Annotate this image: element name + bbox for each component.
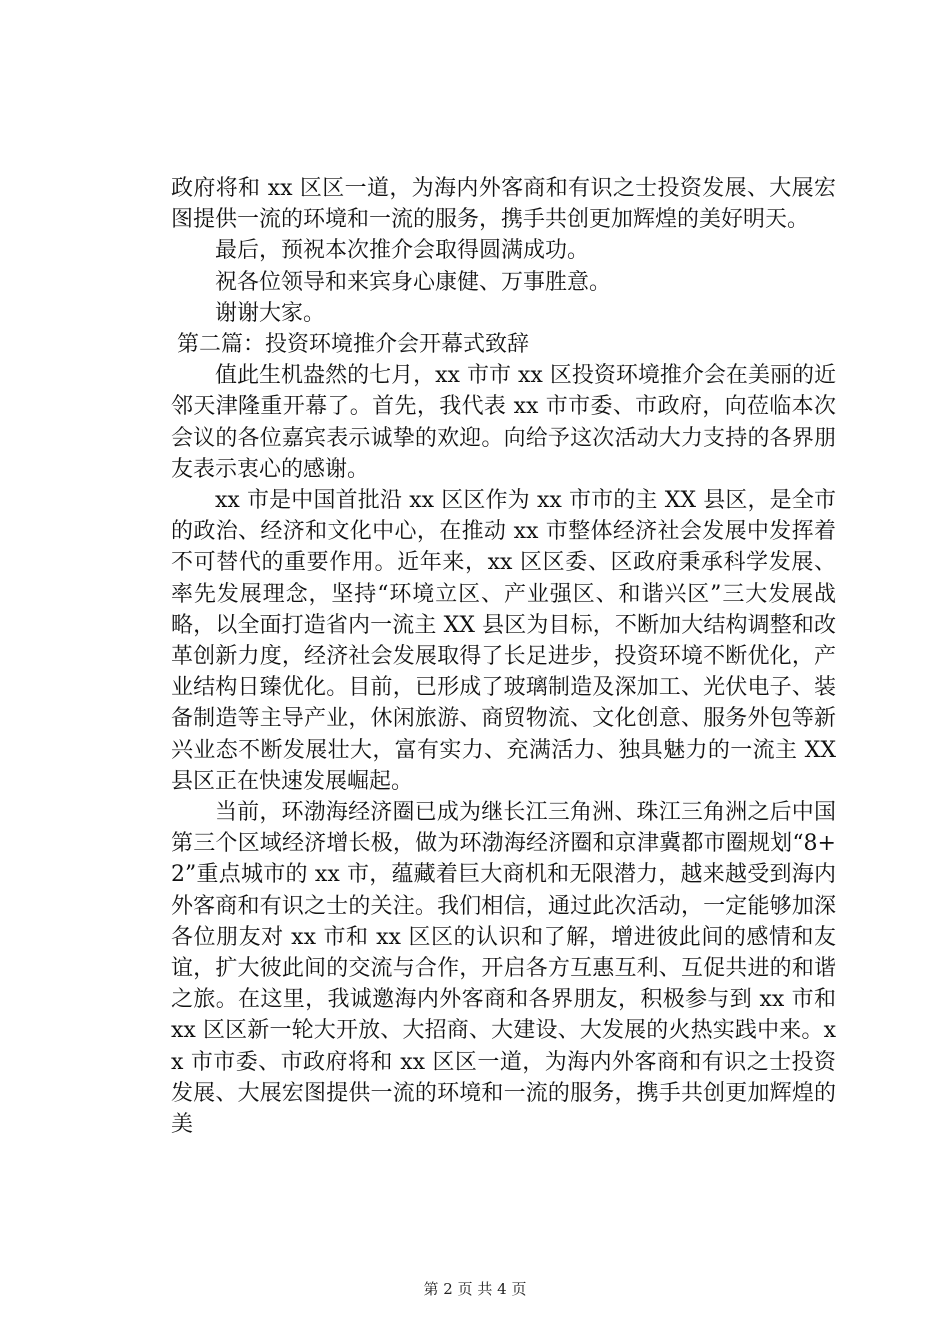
paragraph-district-intro: xx 市是中国首批沿 xx 区区作为 xx 市市的主 XX 县区，是全市的政治、经济和文化中心，在推动 xx 市整体经济社会发展中发挥着不可替代的重要作用。近年来，xx 区区委、区政府秉承科学发展、率先发展理念，坚持“环境立区、产业强区、和谐兴区”三大发展战略，以全面打造省内一流主 XX 县区为目标，不断加大结构调整和改革创新力度，经济社会发展取得了长足进步，投资环境不断优化，产业结构日臻优化。目前，已形成了玻璃制造及深加工、光伏电子、装备制造等主导产业，休闲旅游、商贸物流、文化创意、服务外包等新兴业态不断发展壮大，富有实力、充满活力、独具魅力的一流主 XX 县区正在快速发展崛起。 [171, 488, 836, 794]
paragraph-wish-health: 祝各位领导和来宾身心康健、万事胜意。 [215, 269, 612, 295]
page-number-footer: 第 2 页 共 4 页 [423, 1280, 527, 1298]
paragraph-wish-success: 最后，预祝本次推介会取得圆满成功。 [215, 238, 590, 264]
section-heading: 第二篇：投资环境推介会开幕式致辞 [177, 332, 530, 358]
document-body [171, 173, 836, 1140]
paragraph-invitation: 当前，环渤海经济圈已成为继长江三角洲、珠江三角洲之后中国第三个区域经济增长极，做为环渤海经济圈和京津冀都市圈规划“8+2”重点城市的 xx 市，蕴藏着巨大商机和无限潜力，越来越受到海内外客商和有识之士的关注。我们相信，通过此次活动，一定能够加深各位朋友对 xx 市和 xx 区区的认识和了解，增进彼此间的感情和友谊，扩大彼此间的交流与合作，开启各方互惠互利、互促共进的和谐之旅。在这里，我诚邀海内外客商和各界朋友，积极参与到 xx 市和 xx 区区新一轮大开放、大招商、大建设、大发展的火热实践中来。xx 市市委、市政府将和 xx 区区一道，为海内外客商和有识之士投资发展、大展宏图提供一流的环境和一流的服务，携手共创更加辉煌的美 [171, 800, 836, 1138]
paragraph-closing-continued: 政府将和 xx 区区一道，为海内外客商和有识之士投资发展、大展宏图提供一流的环境和一流的服务，携手共创更加辉煌的美好明天。 [171, 176, 836, 233]
paragraph-welcome: 值此生机盎然的七月，xx 市市 xx 区投资环境推介会在美丽的近邻天津隆重开幕了。首先，我代表 xx 市市委、市政府，向莅临本次会议的各位嘉宾表示诚挚的欢迎。向给予这次活动大力支持的各界朋友表示衷心的感谢。 [171, 363, 836, 482]
paragraph-thanks: 谢谢大家。 [215, 300, 326, 326]
